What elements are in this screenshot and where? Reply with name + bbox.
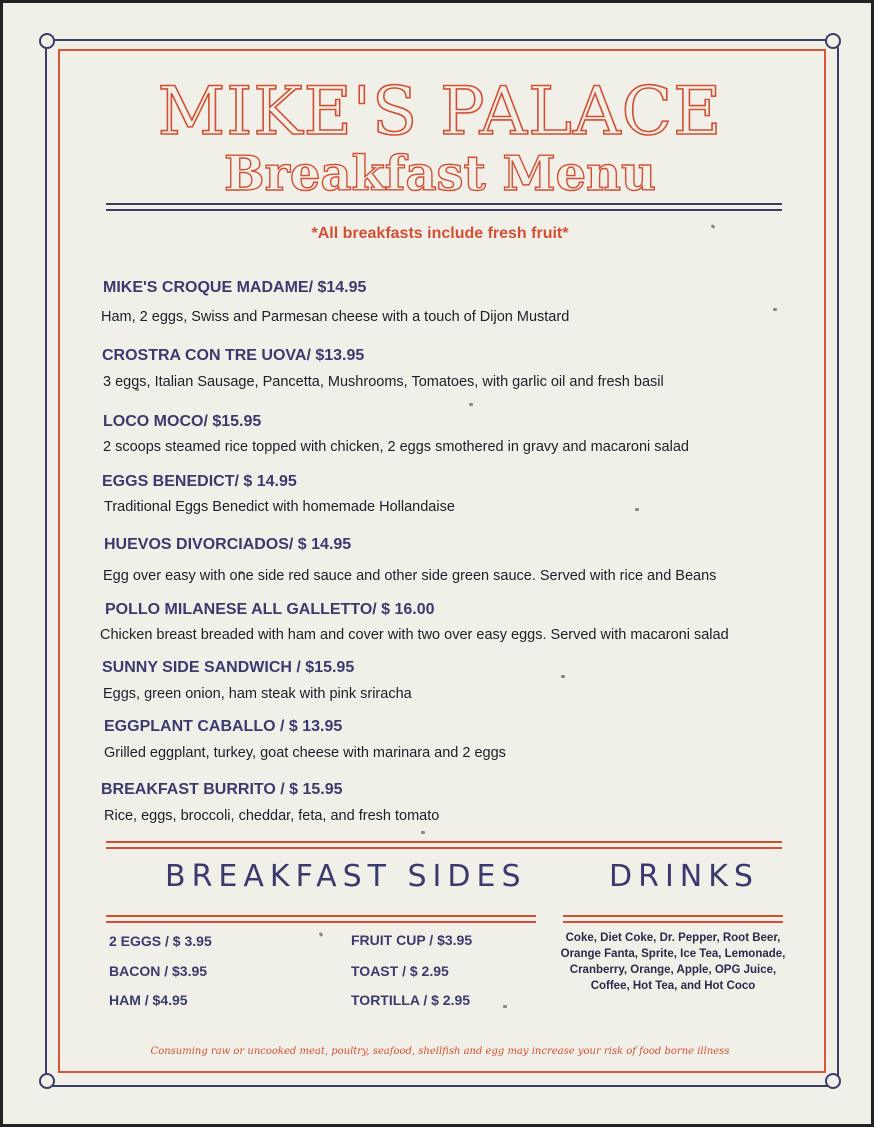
- corner-ornament: [39, 1073, 55, 1089]
- menu-item-desc: Chicken breast breaded with ham and cover with two over easy eggs. Served with macaroni salad: [100, 627, 729, 643]
- menu-item-name: POLLO MILANESE ALL GALLETTO/ $ 16.00: [105, 601, 435, 618]
- paper-speck: [635, 508, 639, 511]
- menu-item-desc: Eggs, green onion, ham steak with pink sriracha: [103, 686, 412, 702]
- menu-item-name: HUEVOS DIVORCIADOS/ $ 14.95: [104, 536, 352, 553]
- items-divider: [106, 841, 782, 849]
- side-item: HAM / $4.95: [109, 992, 188, 1008]
- menu-item-desc: Rice, eggs, broccoli, cheddar, feta, and fresh tomato: [104, 808, 440, 824]
- paper-speck: [469, 403, 473, 406]
- menu-item-name: EGGS BENEDICT/ $ 14.95: [102, 473, 297, 490]
- side-item: FRUIT CUP / $3.95: [351, 932, 473, 948]
- fresh-fruit-note: *All breakfasts include fresh fruit*: [311, 225, 569, 242]
- menu-item-desc: Traditional Eggs Benedict with homemade Hollandaise: [104, 499, 455, 515]
- menu-item-desc: 3 eggs, Italian Sausage, Pancetta, Mushrooms, Tomatoes, with garlic oil and fresh basil: [103, 374, 664, 390]
- menu-item-name: EGGPLANT CABALLO / $ 13.95: [104, 718, 343, 735]
- menu-item-desc: Grilled eggplant, turkey, goat cheese with marinara and 2 eggs: [104, 745, 506, 761]
- menu-item-name: BREAKFAST BURRITO / $ 15.95: [101, 781, 343, 798]
- drinks-list: Coke, Diet Coke, Dr. Pepper, Root Beer, Orange Fanta, Sprite, Ice Tea, Lemonade, Cranberry, Orange, Apple, OPG Juice, Coffee, Hot Tea, and Hot Coco: [560, 932, 786, 992]
- side-item: 2 EGGS / $ 3.95: [109, 933, 212, 949]
- restaurant-title: MIKE'S PALACE: [157, 73, 723, 150]
- corner-ornament: [825, 33, 841, 49]
- side-item: BACON / $3.95: [109, 963, 208, 979]
- menu-item-desc: 2 scoops steamed rice topped with chicken, 2 eggs smothered in gravy and macaroni salad: [103, 439, 689, 455]
- drinks-heading: DRINKS: [609, 859, 759, 894]
- menu-item-name: SUNNY SIDE SANDWICH / $15.95: [102, 659, 355, 676]
- drinks-divider: [563, 915, 783, 923]
- menu-item-desc: Egg over easy with one side red sauce and other side green sauce. Served with rice and Beans: [103, 568, 717, 584]
- sides-divider: [106, 915, 536, 923]
- menu-item-name: MIKE'S CROQUE MADAME/ $14.95: [103, 279, 367, 296]
- paper-speck: [421, 831, 425, 834]
- paper-speck: [561, 675, 565, 678]
- side-item: TOAST / $ 2.95: [351, 963, 449, 979]
- food-safety-disclaimer: Consuming raw or uncooked meat, poultry, seafood, shellfish and egg may increase your risk of food borne illness: [150, 1046, 730, 1057]
- corner-ornament: [825, 1073, 841, 1089]
- paper-speck: [503, 1005, 507, 1008]
- menu-item-name: LOCO MOCO/ $15.95: [103, 413, 262, 430]
- menu-item-desc: Ham, 2 eggs, Swiss and Parmesan cheese with a touch of Dijon Mustard: [101, 309, 570, 325]
- corner-ornament: [39, 33, 55, 49]
- sides-heading: BREAKFAST SIDES: [165, 859, 527, 894]
- header-divider: [106, 203, 782, 211]
- menu-item-name: CROSTRA CON TRE UOVA/ $13.95: [102, 347, 365, 364]
- paper-speck: [773, 308, 777, 311]
- side-item: TORTILLA / $ 2.95: [351, 992, 471, 1008]
- menu-subtitle: Breakfast Menu: [224, 146, 656, 202]
